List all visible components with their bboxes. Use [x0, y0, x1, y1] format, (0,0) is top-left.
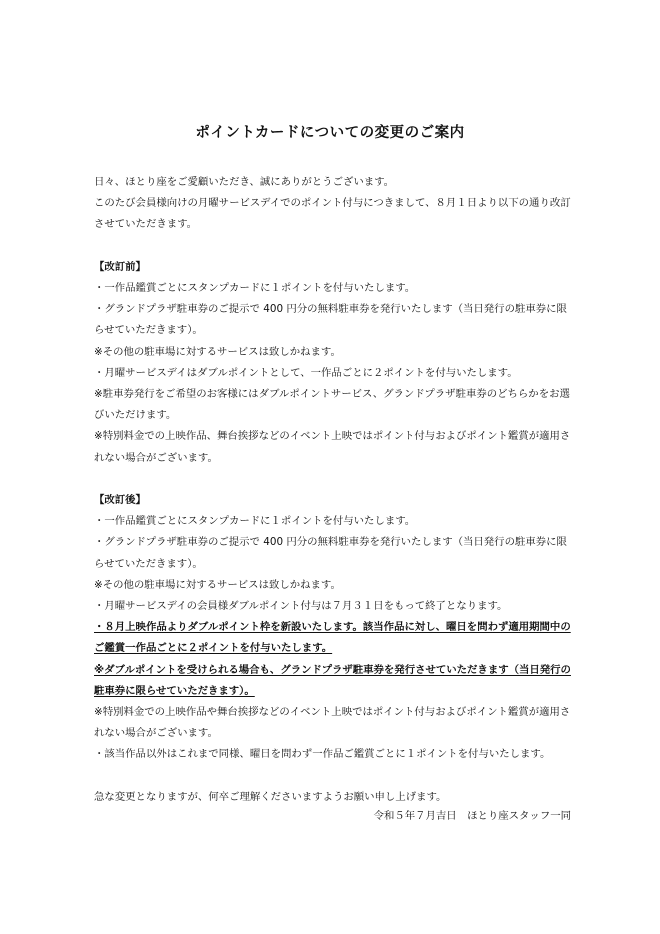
list-item: ※特別料金での上映作品、舞台挨拶などのイベント上映ではポイント付与およびポイント鑑賞が適用されない場合がございます。 — [94, 430, 571, 464]
list-item: ・月曜サービスデイの会員様ダブルポイント付与は７月３１日をもって終了となります。 — [94, 600, 508, 613]
list-item: ・月曜サービスデイはダブルポイントとして、一作品ごとに２ポイントを付与いたします。 — [94, 366, 518, 379]
list-item: ※その他の駐車場に対するサービスは致しかねます。 — [94, 345, 341, 358]
list-item: ・一作品鑑賞ごとにスタンプカードに１ポイントを付与いたします。 — [94, 282, 416, 294]
list-item: ※その他の駐車場に対するサービスは致しかねます。 — [94, 578, 341, 591]
spacer — [94, 469, 574, 490]
page-title: ポイントカードについての変更のご案内 — [195, 125, 465, 141]
emphasis-item: ※ダブルポイントを受けられる場合も、グランドプラザ駐車券を発行させていただきます（当日発行の駐車券に限らせていただきます）。 — [94, 663, 571, 697]
emphasis-item: ・８月上映作品よりダブルポイント枠を新設いたします。該当作品に対し、曜日を問わず適用期間中のご鑑賞一作品ごとに２ポイントを付与いたします。 — [94, 621, 571, 655]
spacer — [94, 236, 574, 257]
list-item: ※駐車券発行をご希望のお客様にはダブルポイントサービス、グランドプラザ駐車券のどちらかをお選びいただけます。 — [94, 388, 570, 422]
section-heading-after: 【改訂後】 — [94, 494, 146, 507]
list-item: ・グランドプラザ駐車券のご提示で 400 円分の無料駐車券を発行いたします（当日発行の駐車券に限らせていただきます）。 — [94, 303, 567, 337]
intro-line: 日々、ほとり座をご愛顧いただき、誠にありがとうございます。 — [94, 176, 395, 188]
signature-line: 令和５年７月吉日 ほとり座スタッフ一同 — [373, 810, 571, 822]
list-item: ※特別料金での上映作品や舞台挨拶などのイベント上映ではポイント付与およびポイント鑑賞が適用されない場合がございます。 — [94, 706, 571, 740]
spacer — [94, 766, 574, 787]
intro-line: このたび会員様向けの月曜サービスデイでのポイント付与につきまして、８月１日より以下の通り改訂させていただきます。 — [94, 197, 571, 231]
list-item: ・グランドプラザ駐車券のご提示で 400 円分の無料駐車券を発行いたします（当日発行の駐車券に限らせていただきます）。 — [94, 536, 567, 570]
list-item: ・該当作品以外はこれまで同様、曜日を問わず一作品ご鑑賞ごとに１ポイントを付与いたします。 — [94, 748, 551, 761]
section-heading-before: 【改訂前】 — [94, 260, 146, 273]
list-item: ・一作品鑑賞ごとにスタンプカードに１ポイントを付与いたします。 — [94, 515, 416, 528]
notice-body — [94, 172, 574, 808]
closing-text: 急な変更となりますが、何卒ご理解くださいますようお願い申し上げます。 — [94, 790, 447, 803]
